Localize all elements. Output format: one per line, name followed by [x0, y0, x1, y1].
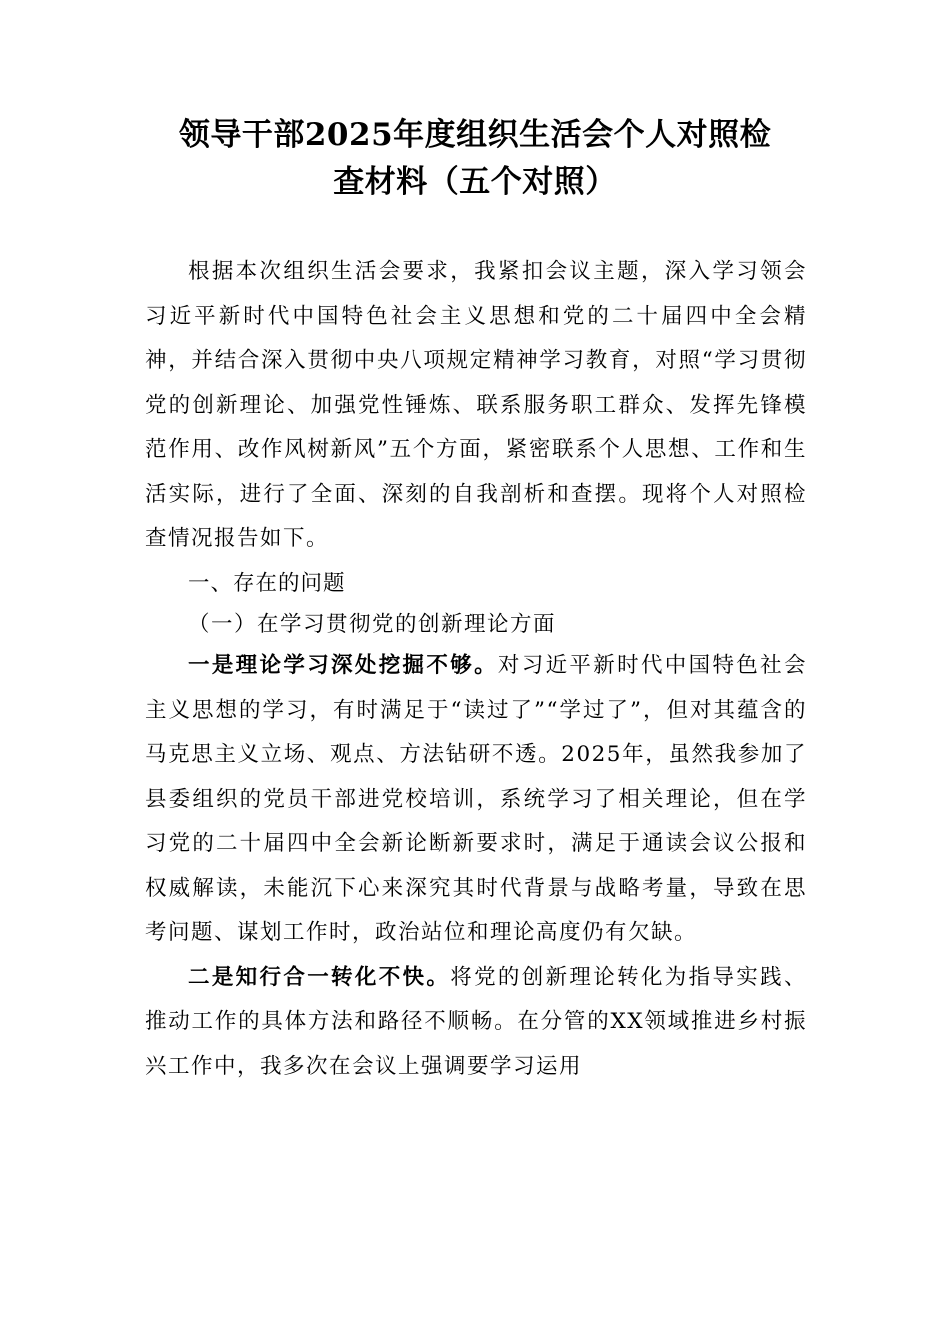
- subsection-heading-theory: （一）在学习贯彻党的创新理论方面: [188, 612, 557, 637]
- point-2-lead: 二是知行合一转化不快。: [188, 964, 451, 990]
- point-paragraph-1: [145, 644, 807, 956]
- document-title: [140, 112, 810, 206]
- title-line-1: 领导干部2025年度组织生活会个人对照检: [178, 117, 772, 153]
- point-2-body: 将党的创新理论转化为指导实践、推动工作的具体方法和路径不顺畅。在分管的XX领域推进乡村振兴工作中，我多次在会议上强调要学习运用: [145, 964, 807, 1079]
- section-heading-problems: 一、存在的问题: [188, 570, 346, 596]
- point-paragraph-2: [145, 956, 807, 1090]
- point-1-body: 对习近平新时代中国特色社会主义思想的学习，有时满足于“读过了”“学过了”，但对其蕴含的马克思主义立场、观点、方法钻研不透。2025年，虽然我参加了县委组织的党员干部进党校培训，系统学习了相关理论，但在学习党的二十届四中全会新论断新要求时，满足于通读会议公报和权威解读，未能沉下心来深究其时代背景与战略考量，导致在思考问题、谋划工作时，政治站位和理论高度仍有欠缺。: [145, 653, 807, 945]
- title-line-2: 查材料（五个对照）: [333, 164, 617, 200]
- point-1-lead: 一是理论学习深处挖掘不够。: [188, 653, 498, 678]
- document-body: [145, 250, 807, 1089]
- intro-paragraph: 根据本次组织生活会要求，我紧扣会议主题，深入学习领会习近平新时代中国特色社会主义思想和党的二十届四中全会精神，并结合深入贯彻中央八项规定精神学习教育，对照“学习贯彻党的创新理论、加强党性锤炼、联系服务职工群众、发挥先锋模范作用、改作风树新风”五个方面，紧密联系个人思想、工作和生活实际，进行了全面、深刻的自我剖析和查摆。现将个人对照检查情况报告如下。: [145, 259, 807, 551]
